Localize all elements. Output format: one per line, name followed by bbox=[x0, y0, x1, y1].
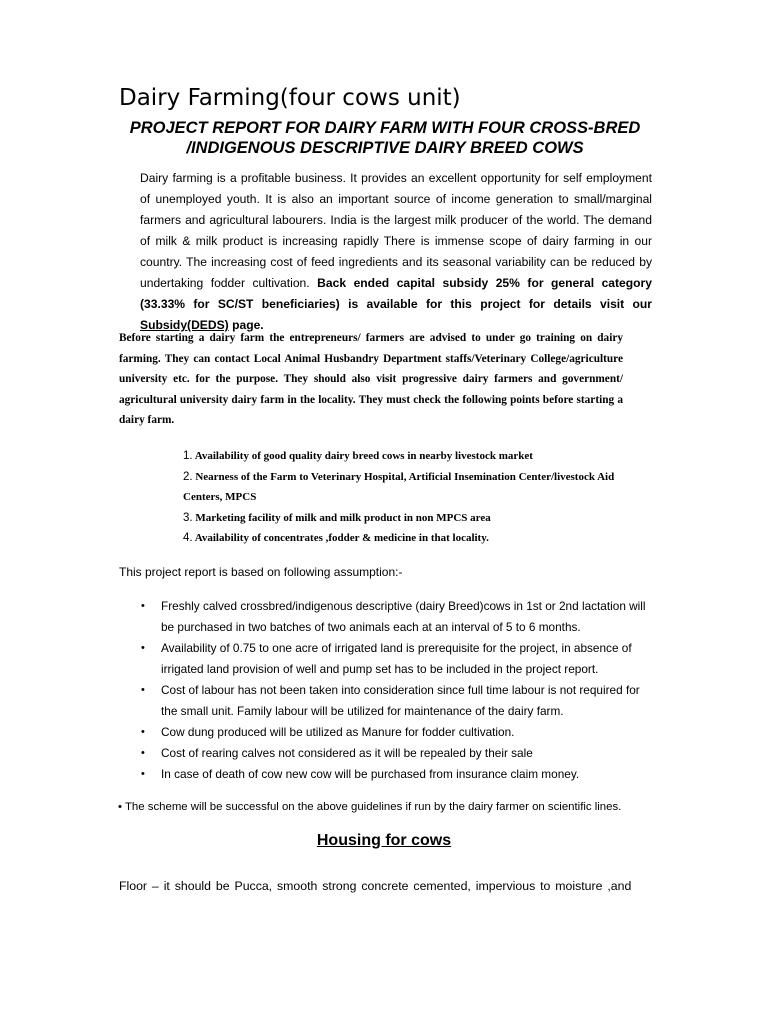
item-text: Availability of good quality dairy breed cows in nearby livestock market bbox=[194, 450, 533, 462]
housing-heading: Housing for cows bbox=[316, 832, 452, 849]
checkpoint-list bbox=[183, 446, 651, 549]
item-number: 2. bbox=[183, 470, 193, 483]
subsidy-text-after: page. bbox=[232, 318, 264, 332]
list-item bbox=[140, 722, 652, 743]
intro-text: Dairy farming is a profitable business. It provides an excellent opportunity for self employment of unemployed youth. It is also an important source of income generation to small/marginal farmers and agricultural labourers. India is the largest milk producer of the world. The demand of milk & milk product is increasing rapidly There is immense scope of dairy farming in our country. The increasing cost of feed ingredients and its seasonal variability can be reduced by undertaking fodder cultivation. bbox=[140, 171, 652, 290]
report-subtitle bbox=[100, 118, 670, 158]
item-number: 4. bbox=[183, 532, 193, 545]
subtitle-line-1: PROJECT REPORT FOR DAIRY FARM WITH FOUR CROSS-BRED bbox=[129, 119, 641, 137]
bullet-icon: • bbox=[141, 684, 145, 696]
bullet-icon: • bbox=[141, 600, 145, 612]
list-item bbox=[140, 743, 652, 764]
item-number: 1. bbox=[183, 450, 193, 462]
bullet-icon: • bbox=[141, 642, 145, 654]
item-text: Marketing facility of milk and milk product in non MPCS area bbox=[195, 511, 491, 524]
page-title: Dairy Farming(four cows unit) bbox=[119, 85, 461, 111]
assumption-list bbox=[140, 596, 652, 785]
bullet-icon: • bbox=[141, 768, 145, 780]
bullet-icon: • bbox=[141, 726, 145, 738]
subsidy-link[interactable]: Subsidy(DEDS) bbox=[140, 318, 229, 332]
item-text: Cow dung produced will be utilized as Manure for fodder cultivation. bbox=[161, 725, 515, 739]
list-item bbox=[183, 508, 651, 529]
scheme-note bbox=[118, 801, 621, 813]
bullet-icon: • bbox=[141, 747, 145, 759]
list-item bbox=[183, 528, 651, 549]
scheme-text: The scheme will be successful on the above guidelines if run by the dairy farmer on scientific lines. bbox=[124, 801, 622, 813]
subsidy-text-before: Back ended capital subsidy 25% for general category (33.33% for SC/ST beneficiaries) is available for this project for details visit our bbox=[140, 276, 652, 311]
intro-paragraph bbox=[140, 168, 652, 336]
list-item bbox=[183, 446, 651, 467]
floor-paragraph: Floor – it should be Pucca, smooth strong concrete cemented, impervious to moisture ,and bbox=[119, 879, 632, 893]
item-text: In case of death of cow new cow will be purchased from insurance claim money. bbox=[161, 767, 580, 781]
item-text: Availability of concentrates ,fodder & medicine in that locality. bbox=[194, 532, 489, 545]
item-text: Cost of labour has not been taken into consideration since full time labour is not required for the small unit. Family labour will be utilized for maintenance of the dairy farm. bbox=[161, 683, 640, 718]
item-text: Cost of rearing calves not considered as it will be repealed by their sale bbox=[161, 746, 533, 760]
subtitle-line-2: /INDIGENOUS DESCRIPTIVE DAIRY BREED COWS bbox=[186, 139, 584, 157]
item-text: Availability of 0.75 to one acre of irrigated land is prerequisite for the project, in absence of irrigated land provision of well and pump set has to be included in the project report. bbox=[161, 641, 632, 676]
advice-paragraph: Before starting a dairy farm the entrepreneurs/ farmers are advised to under go training on dairy farming. They can contact Local Animal Husbandry Department staffs/Veterinary College/agriculture university etc. for the purpose. They should also visit progressive dairy farmers and government/ agricultural university dairy farm in the locality. They must check the following points before starting a dairy farm. bbox=[119, 332, 623, 427]
assumption-intro: This project report is based on following assumption:- bbox=[119, 565, 403, 579]
list-item bbox=[140, 680, 652, 722]
item-number: 3. bbox=[183, 511, 193, 524]
bullet-icon: • bbox=[118, 801, 122, 813]
list-item bbox=[140, 596, 652, 638]
list-item bbox=[140, 764, 652, 785]
list-item bbox=[140, 638, 652, 680]
item-text: Freshly calved crossbred/indigenous descriptive (dairy Breed)cows in 1st or 2nd lactation will be purchased in two batches of two animals each at an interval of 5 to 6 months. bbox=[161, 599, 646, 634]
item-text: Nearness of the Farm to Veterinary Hospital, Artificial Insemination Center/livestock Aid Centers, MPCS bbox=[183, 470, 615, 504]
list-item bbox=[183, 467, 651, 508]
